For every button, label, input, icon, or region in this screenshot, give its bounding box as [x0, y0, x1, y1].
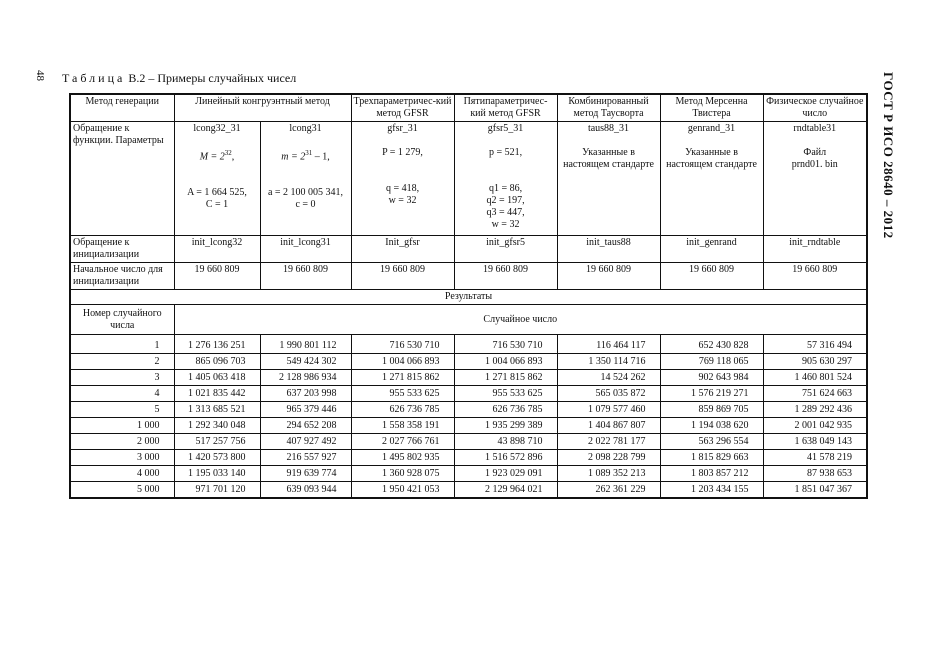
seed-value: 19 660 809 — [174, 263, 260, 290]
header-gfsr3: Трехпараметричес-кий метод GFSR — [351, 94, 454, 122]
number-header-row — [70, 305, 867, 335]
row-number: 3 000 — [70, 450, 174, 466]
seed-value: 19 660 809 — [557, 263, 660, 290]
random-value: 626 736 785 — [454, 402, 557, 418]
random-value: 1 404 867 807 — [557, 418, 660, 434]
call-lcong32: lcong32_31 $M = 2^{32}$, A = 1 664 525, C = 1 — [174, 122, 260, 236]
row-number: 5 — [70, 402, 174, 418]
random-value: 2 128 986 934 — [260, 370, 351, 386]
random-value: 549 424 302 — [260, 354, 351, 370]
random-value: 1 495 802 935 — [351, 450, 454, 466]
seed-label: Начальное число для инициализации — [70, 263, 174, 290]
random-value: 565 035 872 — [557, 386, 660, 402]
random-value: 1 558 358 191 — [351, 418, 454, 434]
random-value: 87 938 653 — [763, 466, 867, 482]
random-value: 2 022 781 177 — [557, 434, 660, 450]
random-value: 1 990 801 112 — [260, 335, 351, 354]
table-row — [70, 482, 867, 499]
results-label: Результаты — [70, 290, 867, 305]
call-taus: taus88_31 Указанные в настоящем стандарте — [557, 122, 660, 236]
random-label: Случайное число — [174, 305, 867, 335]
number-label: Номер случайного числа — [70, 305, 174, 335]
init-row — [70, 236, 867, 263]
random-value: 1 195 033 140 — [174, 466, 260, 482]
random-value: 905 630 297 — [763, 354, 867, 370]
table-row — [70, 450, 867, 466]
header-row — [70, 94, 867, 122]
random-value: 1 313 685 521 — [174, 402, 260, 418]
random-value: 41 578 219 — [763, 450, 867, 466]
random-value: 902 643 984 — [660, 370, 763, 386]
random-value: 1 815 829 663 — [660, 450, 763, 466]
random-value: 1 576 219 271 — [660, 386, 763, 402]
seed-value: 19 660 809 — [763, 263, 867, 290]
random-value: 751 624 663 — [763, 386, 867, 402]
row-number: 1 — [70, 335, 174, 354]
table-row — [70, 418, 867, 434]
random-value: 652 430 828 — [660, 335, 763, 354]
results-row — [70, 290, 867, 305]
random-value: 637 203 998 — [260, 386, 351, 402]
random-value: 1 950 421 053 — [351, 482, 454, 499]
random-value: 1 271 815 862 — [454, 370, 557, 386]
results-body — [70, 335, 867, 499]
random-value: 769 118 065 — [660, 354, 763, 370]
random-value: 1 203 434 155 — [660, 482, 763, 499]
init-value: init_genrand — [660, 236, 763, 263]
random-value: 1 271 815 862 — [351, 370, 454, 386]
random-value: 43 898 710 — [454, 434, 557, 450]
table-row — [70, 434, 867, 450]
random-value: 1 289 292 436 — [763, 402, 867, 418]
call-gfsr: gfsr_31 P = 1 279, q = 418, w = 32 — [351, 122, 454, 236]
random-value: 1 194 038 620 — [660, 418, 763, 434]
header-gfsr5: Пятипараметричес-кий метод GFSR — [454, 94, 557, 122]
header-method: Метод генерации — [70, 94, 174, 122]
table-row — [70, 370, 867, 386]
random-value: 1 935 299 389 — [454, 418, 557, 434]
random-value: 216 557 927 — [260, 450, 351, 466]
random-value: 1 851 047 367 — [763, 482, 867, 499]
row-number: 5 000 — [70, 482, 174, 499]
call-phys: rndtable31 Файл prnd01. bin — [763, 122, 867, 236]
random-value: 1 089 352 213 — [557, 466, 660, 482]
random-value: 955 533 625 — [351, 386, 454, 402]
random-value: 1 516 572 896 — [454, 450, 557, 466]
random-value: 1 803 857 212 — [660, 466, 763, 482]
init-value: Init_gfsr — [351, 236, 454, 263]
random-value: 1 021 835 442 — [174, 386, 260, 402]
row-number: 3 — [70, 370, 174, 386]
random-value: 1 360 928 075 — [351, 466, 454, 482]
gost-label: ГОСТ Р ИСО 28640 – 2012 — [881, 72, 896, 239]
random-value: 626 736 785 — [351, 402, 454, 418]
random-value: 2 129 964 021 — [454, 482, 557, 499]
row-number: 4 000 — [70, 466, 174, 482]
random-value: 965 379 446 — [260, 402, 351, 418]
table-row — [70, 354, 867, 370]
random-value: 294 652 208 — [260, 418, 351, 434]
seed-value: 19 660 809 — [351, 263, 454, 290]
call-label: Обращение к функции. Параметры — [70, 122, 174, 236]
random-value: 1 079 577 460 — [557, 402, 660, 418]
header-mt: Метод Мерсенна Твистера — [660, 94, 763, 122]
init-value: init_lcong32 — [174, 236, 260, 263]
table-row — [70, 466, 867, 482]
caption-text: В.2 – Примеры случайных чисел — [125, 71, 297, 85]
table-caption — [62, 71, 296, 86]
table-row — [70, 386, 867, 402]
row-number: 2 — [70, 354, 174, 370]
call-lcong31: lcong31 $m = 2^{31} - 1$, a = 2 100 005 341, c = 0 — [260, 122, 351, 236]
random-value: 1 460 801 524 — [763, 370, 867, 386]
random-value: 955 533 625 — [454, 386, 557, 402]
random-value: 57 316 494 — [763, 335, 867, 354]
call-row — [70, 122, 867, 236]
seed-row — [70, 263, 867, 290]
random-value: 563 296 554 — [660, 434, 763, 450]
caption-prefix: Таблица — [62, 71, 126, 85]
seed-value: 19 660 809 — [454, 263, 557, 290]
init-value: init_gfsr5 — [454, 236, 557, 263]
random-value: 716 530 710 — [454, 335, 557, 354]
header-taus: Комбинированный метод Таусворта — [557, 94, 660, 122]
random-value: 1 004 066 893 — [454, 354, 557, 370]
seed-value: 19 660 809 — [660, 263, 763, 290]
seed-value: 19 660 809 — [260, 263, 351, 290]
init-value: init_taus88 — [557, 236, 660, 263]
random-value: 2 027 766 761 — [351, 434, 454, 450]
call-gfsr5: gfsr5_31 p = 521, q1 = 86, q2 = 197, q3 = 447, w = 32 — [454, 122, 557, 236]
random-value: 407 927 492 — [260, 434, 351, 450]
random-value: 1 004 066 893 — [351, 354, 454, 370]
random-value: 639 093 944 — [260, 482, 351, 499]
init-value: init_rndtable — [763, 236, 867, 263]
table-row — [70, 335, 867, 354]
random-value: 2 001 042 935 — [763, 418, 867, 434]
header-linear: Линейный конгруэнтный метод — [174, 94, 351, 122]
random-value: 1 350 114 716 — [557, 354, 660, 370]
init-label: Обращение к инициализации — [70, 236, 174, 263]
random-value: 859 869 705 — [660, 402, 763, 418]
row-number: 4 — [70, 386, 174, 402]
random-value: 2 098 228 799 — [557, 450, 660, 466]
random-value: 1 923 029 091 — [454, 466, 557, 482]
page-number: 48 — [34, 70, 46, 81]
row-number: 1 000 — [70, 418, 174, 434]
table-row — [70, 402, 867, 418]
random-value: 1 420 573 800 — [174, 450, 260, 466]
header-phys: Физическое случайное число — [763, 94, 867, 122]
random-value: 919 639 774 — [260, 466, 351, 482]
random-value: 1 405 063 418 — [174, 370, 260, 386]
row-number: 2 000 — [70, 434, 174, 450]
random-numbers-table — [69, 93, 868, 499]
random-value: 716 530 710 — [351, 335, 454, 354]
random-value: 517 257 756 — [174, 434, 260, 450]
random-value: 116 464 117 — [557, 335, 660, 354]
random-value: 1 638 049 143 — [763, 434, 867, 450]
random-value: 1 292 340 048 — [174, 418, 260, 434]
random-value: 971 701 120 — [174, 482, 260, 499]
call-mt: genrand_31 Указанные в настоящем стандарте — [660, 122, 763, 236]
random-value: 865 096 703 — [174, 354, 260, 370]
random-value: 1 276 136 251 — [174, 335, 260, 354]
init-value: init_lcong31 — [260, 236, 351, 263]
random-value: 14 524 262 — [557, 370, 660, 386]
random-value: 262 361 229 — [557, 482, 660, 499]
